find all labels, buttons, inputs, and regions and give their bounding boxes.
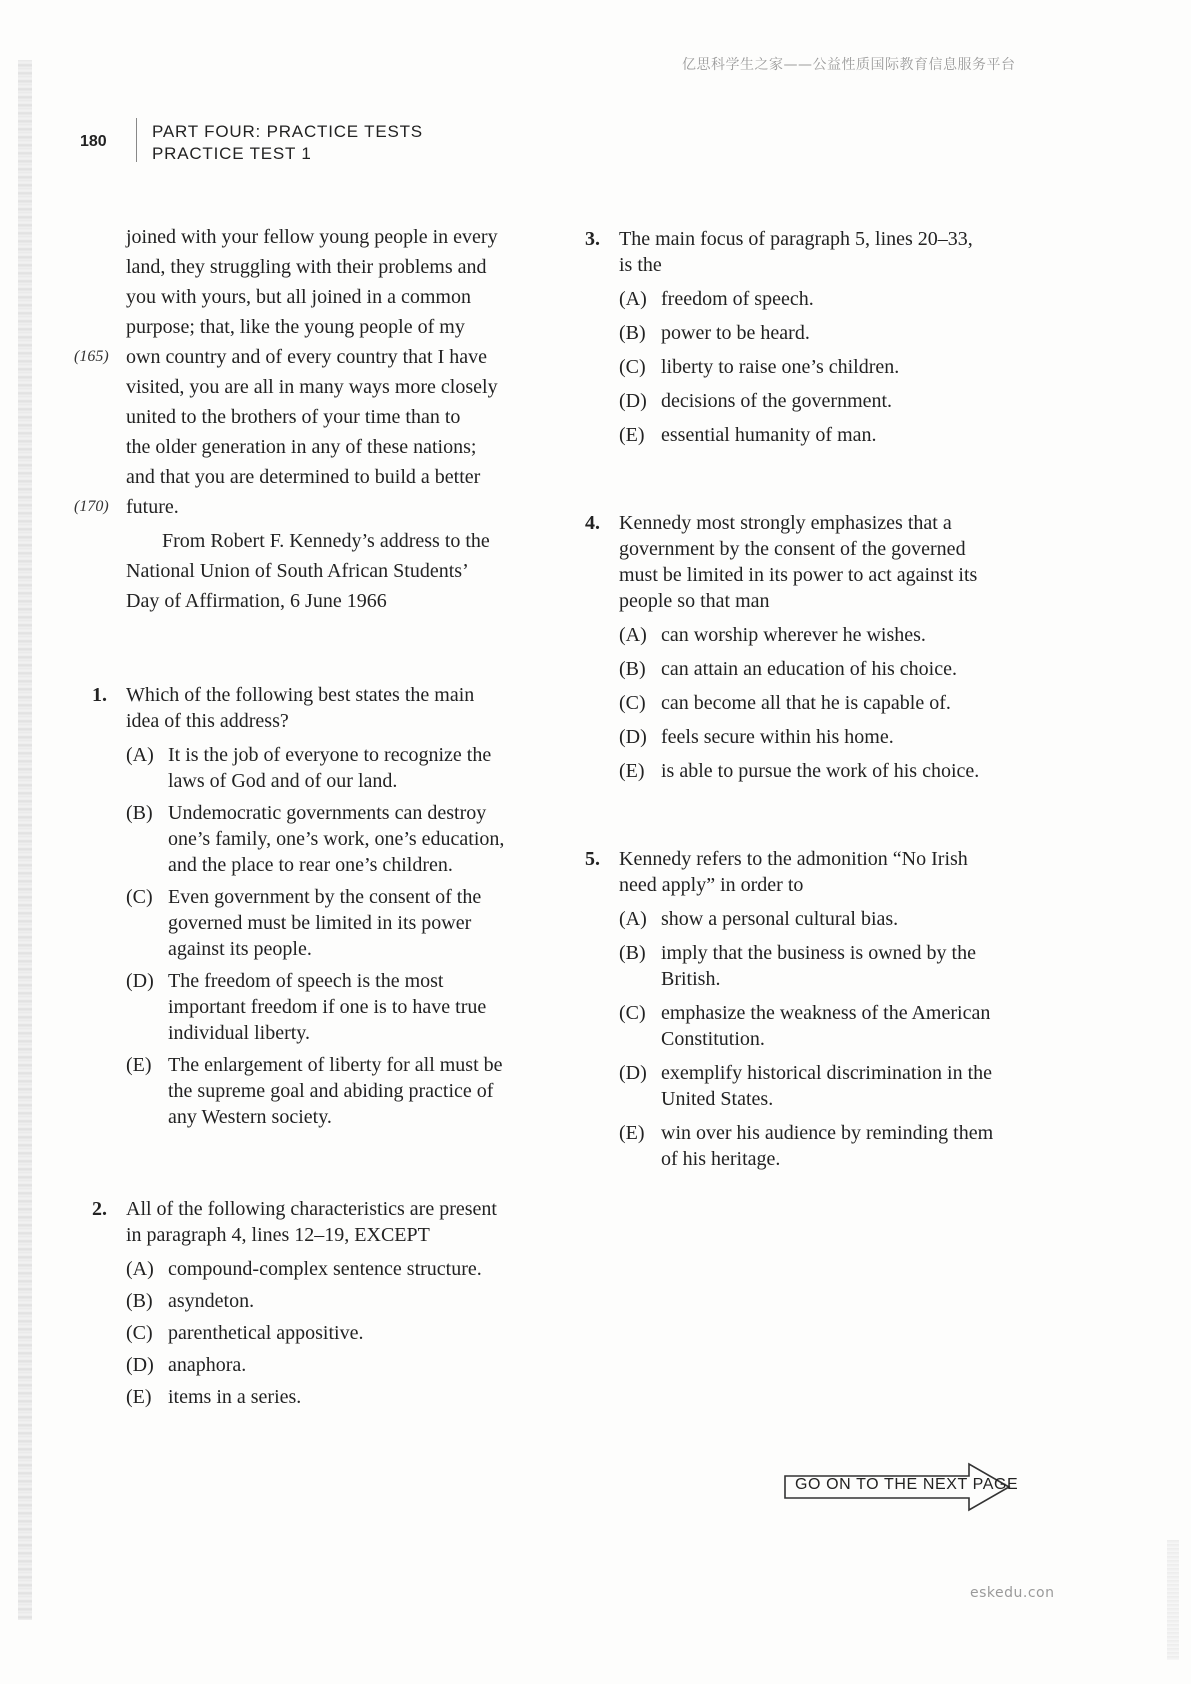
question-1 xyxy=(78,682,538,1130)
choice-b[interactable]: (B) imply that the business is owned by the British. xyxy=(619,942,976,990)
choice-letter: (A) xyxy=(126,1258,154,1280)
watermark-top: 亿思科学生之家——公益性质国际教育信息服务平台 xyxy=(682,57,1016,73)
choice-d[interactable]: (D) feels secure within his home. xyxy=(619,726,894,748)
answer-choices xyxy=(585,906,1055,1172)
answer-choices xyxy=(78,742,538,1130)
passage-line: (170) future. xyxy=(78,492,538,522)
choice-letter: (E) xyxy=(126,1054,152,1076)
choice-a[interactable]: (A) can worship wherever he wishes. xyxy=(619,624,926,646)
line-number: (170) xyxy=(74,498,109,515)
line-number: (165) xyxy=(74,348,109,365)
choice-d[interactable]: (D) anaphora. xyxy=(126,1354,247,1376)
question-number: 2. xyxy=(92,1198,107,1220)
question-number: 5. xyxy=(585,848,600,870)
choice-c[interactable]: (C) emphasize the weakness of the American Constitution. xyxy=(619,1002,991,1050)
question-stem: The main focus of paragraph 5, lines 20–33, is the xyxy=(619,228,973,276)
choice-letter: (E) xyxy=(126,1386,152,1408)
choice-c[interactable]: (C) can become all that he is capable of. xyxy=(619,692,951,714)
header-part: PART FOUR: PRACTICE TESTS xyxy=(152,122,423,141)
scan-edge-left xyxy=(18,60,32,1620)
passage-line: and that you are determined to build a better xyxy=(126,466,481,488)
question-number: 4. xyxy=(585,512,600,534)
choice-letter: (B) xyxy=(126,1290,153,1312)
choice-letter: (D) xyxy=(126,970,154,992)
choice-a[interactable]: (A) show a personal cultural bias. xyxy=(619,908,899,930)
choice-letter: (E) xyxy=(619,1122,645,1144)
choice-e[interactable]: (E) items in a series. xyxy=(126,1386,302,1408)
choice-e[interactable]: (E) essential humanity of man. xyxy=(619,424,877,446)
answer-choices xyxy=(585,286,1055,448)
choice-b[interactable]: (B) Undemocratic governments can destroy one’s family, one’s work, one’s education, and the place to rear one’s children. xyxy=(126,802,505,876)
choice-letter: (A) xyxy=(619,624,647,646)
answer-choices xyxy=(78,1256,538,1410)
passage-citation: From Robert F. Kennedy’s address to the National Union of South African Students’ Day of Affirmation, 6 June 1966 xyxy=(126,530,490,612)
choice-a[interactable]: (A) It is the job of everyone to recognize the laws of God and of our land. xyxy=(126,744,492,792)
watermark-bottom: eskedu.con xyxy=(970,1585,1055,1601)
go-next-page-button[interactable] xyxy=(783,1462,1019,1512)
choice-letter: (D) xyxy=(126,1354,154,1376)
passage-line: land, they struggling with their problems and xyxy=(126,256,487,278)
question-5 xyxy=(585,846,1055,1172)
choice-d[interactable]: (D) The freedom of speech is the most important freedom if one is to have true individual liberty. xyxy=(126,970,487,1044)
page-number: 180 xyxy=(80,133,107,150)
question-stem: Kennedy refers to the admonition “No Irish need apply” in order to xyxy=(619,848,968,896)
left-column xyxy=(74,222,538,1416)
choice-letter: (C) xyxy=(619,692,646,714)
right-column xyxy=(585,226,1055,1180)
choice-letter: (D) xyxy=(619,390,647,412)
choice-c[interactable]: (C) Even government by the consent of the governed must be limited in its power against its people. xyxy=(126,886,482,960)
choice-a[interactable]: (A) freedom of speech. xyxy=(619,288,814,310)
choice-letter: (D) xyxy=(619,726,647,748)
choice-letter: (E) xyxy=(619,424,645,446)
passage-line: joined with your fellow young people in every xyxy=(126,226,498,248)
choice-e[interactable]: (E) win over his audience by reminding them of his heritage. xyxy=(619,1122,994,1170)
passage-line: united to the brothers of your time than to xyxy=(126,406,461,428)
passage-line: you with yours, but all joined in a common xyxy=(126,286,471,308)
scan-edge-right xyxy=(1167,1540,1179,1660)
question-number: 3. xyxy=(585,228,600,250)
question-stem: Which of the following best states the main idea of this address? xyxy=(126,684,475,732)
choice-letter: (C) xyxy=(619,1002,646,1024)
question-3 xyxy=(585,226,1055,448)
choice-c[interactable]: (C) parenthetical appositive. xyxy=(126,1322,364,1344)
choice-a[interactable]: (A) compound-complex sentence structure. xyxy=(126,1258,482,1280)
choice-letter: (A) xyxy=(126,744,154,766)
choice-letter: (A) xyxy=(619,288,647,310)
header-divider xyxy=(136,118,137,162)
choice-letter: (B) xyxy=(619,658,646,680)
choice-letter: (B) xyxy=(619,322,646,344)
choice-b[interactable]: (B) can attain an education of his choice. xyxy=(619,658,957,680)
choice-c[interactable]: (C) liberty to raise one’s children. xyxy=(619,356,900,378)
choice-letter: (C) xyxy=(126,1322,153,1344)
answer-choices xyxy=(585,622,1055,784)
passage-line: visited, you are all in many ways more closely xyxy=(126,376,498,398)
running-header xyxy=(152,121,423,165)
header-test: PRACTICE TEST 1 xyxy=(152,144,312,163)
passage-line: the older generation in any of these nations; xyxy=(126,436,477,458)
choice-b[interactable]: (B) power to be heard. xyxy=(619,322,810,344)
choice-letter: (B) xyxy=(619,942,646,964)
passage-line: purpose; that, like the young people of my xyxy=(126,316,465,338)
question-4 xyxy=(585,510,1055,784)
question-stem: Kennedy most strongly emphasizes that a government by the consent of the governed must be limited in its power to act against its people so that man xyxy=(619,512,978,612)
choice-letter: (E) xyxy=(619,760,645,782)
passage xyxy=(74,222,538,616)
choice-letter: (C) xyxy=(126,886,153,908)
choice-e[interactable]: (E) The enlargement of liberty for all must be the supreme goal and abiding practice of any Western society. xyxy=(126,1054,503,1128)
question-number: 1. xyxy=(92,684,107,706)
choice-letter: (C) xyxy=(619,356,646,378)
question-2 xyxy=(78,1196,538,1410)
choice-d[interactable]: (D) exemplify historical discrimination in the United States. xyxy=(619,1062,993,1110)
choice-e[interactable]: (E) is able to pursue the work of his choice. xyxy=(619,760,980,782)
choice-letter: (B) xyxy=(126,802,153,824)
passage-line: (165) own country and of every country that I have xyxy=(78,342,538,372)
go-next-label: GO ON TO THE NEXT PAGE xyxy=(795,1476,1019,1493)
choice-b[interactable]: (B) asyndeton. xyxy=(126,1290,255,1312)
choice-d[interactable]: (D) decisions of the government. xyxy=(619,390,893,412)
question-stem: All of the following characteristics are present in paragraph 4, lines 12–19, EXCEPT xyxy=(126,1198,497,1246)
choice-letter: (A) xyxy=(619,908,647,930)
choice-letter: (D) xyxy=(619,1062,647,1084)
